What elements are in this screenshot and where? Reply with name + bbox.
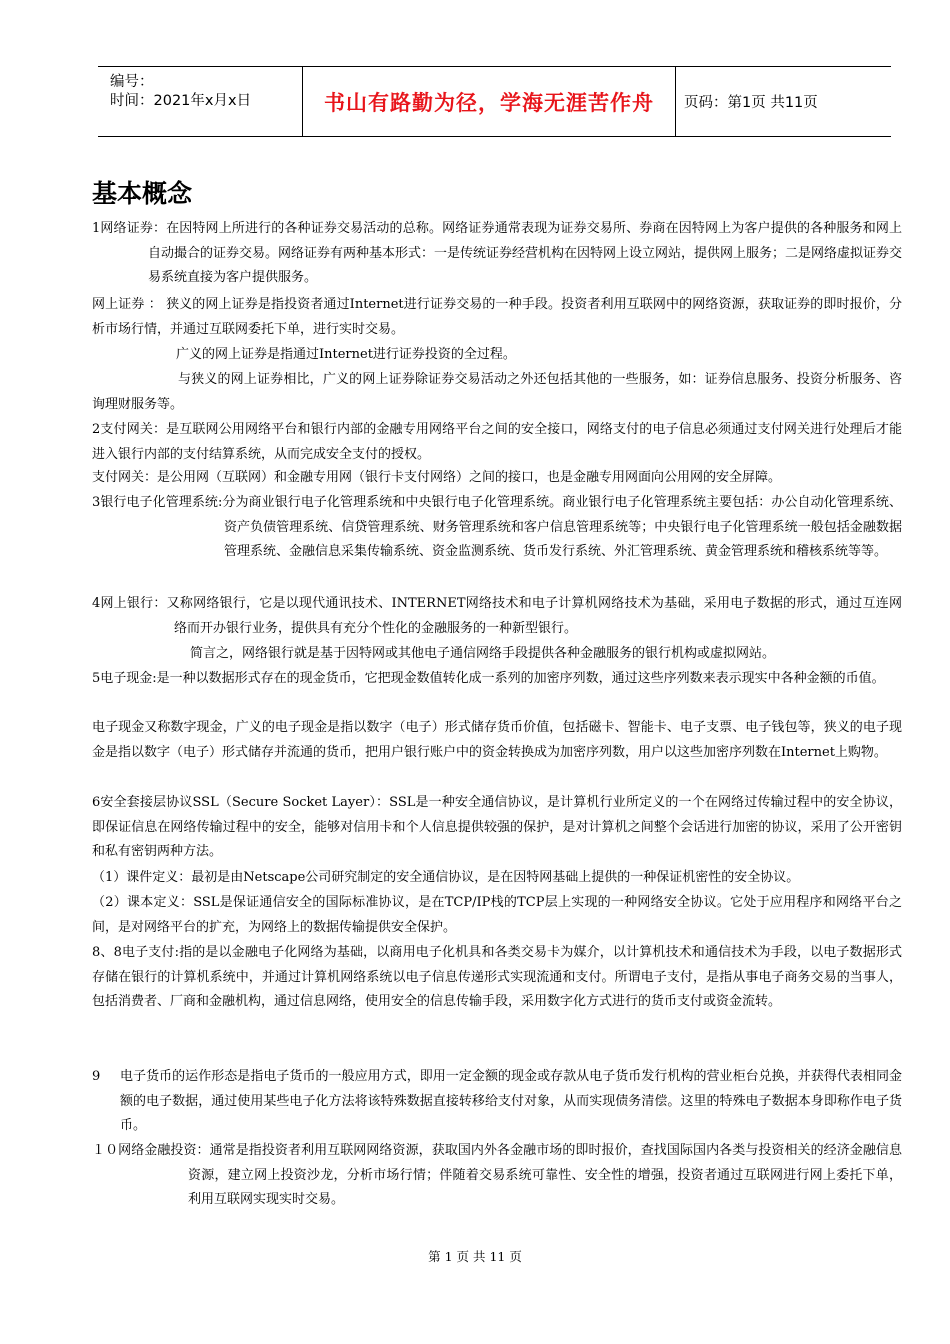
paragraph-online-bank-summary: 简言之，网络银行就是基于因特网或其他电子通信网络手段提供各种金融服务的银行机构或虚拟网站。	[190, 646, 776, 661]
paragraph-ssl: 6安全套接层协议SSL（Secure Socket Layer）：SSL是一种安全通信协议，是计算机行业所定义的一个在网络过传输过程中的安全协议，即保证信息在网络传输过程中的安全，能够对信用卡和个人信息提供较强的保护，是对计算机之间整个会话进行加密的协议，采用了公开密钥和私有密钥两种方法。	[92, 795, 902, 859]
paragraph-ssl-textbook: （2）课本定义：SSL是保证通信安全的国际标准协议，是在TCP/IP栈的TCP层上实现的一种网络安全协议。它处于应用程序和网络平台之间，是对网络平台的扩充，为网络上的数据传输提供安全保护。	[92, 895, 902, 935]
paragraph-payment-gateway: 2支付网关：是互联网公用网络平台和银行内部的金融专用网络平台之间的安全接口，网络支付的电子信息必须通过支付网关进行处理后才能进入银行内部的支付结算系统，从而完成安全支付的授权。	[92, 422, 902, 462]
paragraph-network-investment	[92, 1139, 902, 1213]
number-label: 编号：	[110, 74, 154, 90]
paragraph-payment-gateway-2: 支付网关：是公用网（互联网）和金融专用网（银行卡支付网络）之间的接口，也是金融专用网面向公用网的安全屏障。	[92, 470, 782, 485]
paragraph-number-9: 9	[92, 1069, 101, 1084]
paragraph-ssl-courseware: （1）课件定义：最初是由Netscape公司研究制定的安全通信协议，是在因特网基础上提供的一种保证机密性的安全协议。	[92, 870, 800, 885]
page-header	[98, 66, 891, 137]
paragraph-electronic-money: 电子货币的运作形态是指电子货币的一般应用方式，即用一定金额的现金或存款从电子货币发行机构的营业柜台兑换，并获得代表相同金额的电子数据，通过使用某些电子化方法将该特殊数据直接转移给支付对象，从而实现债务清偿。这里的特殊电子数据本身即称作电子货币。	[120, 1069, 902, 1133]
paragraph-online-securities-comparison: 与狭义的网上证券相比，广义的网上证券除证券交易活动之外还包括其他的一些服务，如：证券信息服务、投资分析服务、咨询理财服务等。	[92, 372, 902, 412]
paragraph-electronic-payment: 8、8电子支付:指的是以金融电子化网络为基础，以商用电子化机具和各类交易卡为媒介，以计算机技术和通信技术为手段，以电子数据形式存储在银行的计算机系统中，并通过计算机网络系统以电子信息传递形式实现流通和支付。所谓电子支付，是指从事电子商务交易的当事人，包括消费者、厂商和金融机构，通过信息网络，使用安全的信息传输手段，采用数字化方式进行的货币支付或资金流转。	[92, 945, 902, 1009]
paragraph-electronic-cash: 5电子现金:是一种以数据形式存在的现金货币，它把现金数值转化成一系列的加密序列数，通过这些序列数来表示现实中各种金额的币值。	[92, 671, 885, 686]
paragraph-online-securities: 网上证券 ： 狭义的网上证券是指投资者通过Internet进行证券交易的一种手段。投资者利用互联网中的网络资源，获取证券的即时报价，分析市场行情，并通过互联网委托下单，进行实时交易。	[92, 297, 902, 337]
paragraph-online-bank	[92, 592, 902, 641]
paragraph-network-securities	[92, 217, 902, 291]
page-footer: 第 1 页 共 11 页	[428, 1249, 522, 1264]
paragraph-text: １０网络金融投资：通常是指投资者利用互联网网络资源，获取国内外各金融市场的即时报价，查找国际国内各类与投资相关的经济金融信息资源，建立网上投资沙龙，分析市场行情；伴随着交易系统可靠性、安全性的增强，投资者通过互联网进行网上委托下单，利用互联网实现实时交易。	[92, 1143, 902, 1207]
paragraph-bank-systems	[92, 491, 902, 565]
paragraph-text: 4网上银行：又称网络银行，它是以现代通讯技术、INTERNET网络技术和电子计算机网络技术为基础，采用电子数据的形式，通过互连网络而开办银行业务，提供具有充分个性化的金融服务的一种新型银行。	[92, 596, 902, 636]
time-label: 时间：2021年x月x日	[110, 93, 252, 109]
paragraph-text: 1网络证券：在因特网上所进行的各种证券交易活动的总称。网络证券通常表现为证券交易所、券商在因特网上为客户提供的各种服务和网上自动撮合的证券交易。网络证券有两种基本形式：一是传统证券经营机构在因特网上设立网站，提供网上服务；二是网络虚拟证券交易系统直接为客户提供服务。	[92, 221, 903, 285]
header-meta	[98, 67, 302, 136]
paragraph-broad-online-securities: 广义的网上证券是指通过Internet进行证券投资的全过程。	[176, 347, 516, 362]
paragraph-digital-cash: 电子现金又称数字现金，广义的电子现金是指以数字（电子）形式储存货币价值，包括磁卡、智能卡、电子支票、电子钱包等，狭义的电子现金是指以数字（电子）形式储存并流通的货币，把用户银行账户中的资金转换成为加密序列数，用户以这些加密序列数在Internet上购物。	[92, 720, 902, 760]
page-title: 基本概念	[92, 179, 193, 208]
paragraph-text: 3银行电子化管理系统:分为商业银行电子化管理系统和中央银行电子化管理系统。商业银行电子化管理系统主要包括：办公自动化管理系统、资产负债管理系统、信贷管理系统、财务管理系统和客户信息管理系统等；中央银行电子化管理系统一般包括金融数据管理系统、金融信息采集传输系统、资金监测系统、货币发行系统、外汇管理系统、黄金管理系统和稽核系统等等。	[92, 495, 902, 559]
header-motto: 书山有路勤为径，学海无涯苦作舟	[302, 67, 676, 136]
header-page-info: 页码：第1页 共11页	[684, 95, 818, 111]
